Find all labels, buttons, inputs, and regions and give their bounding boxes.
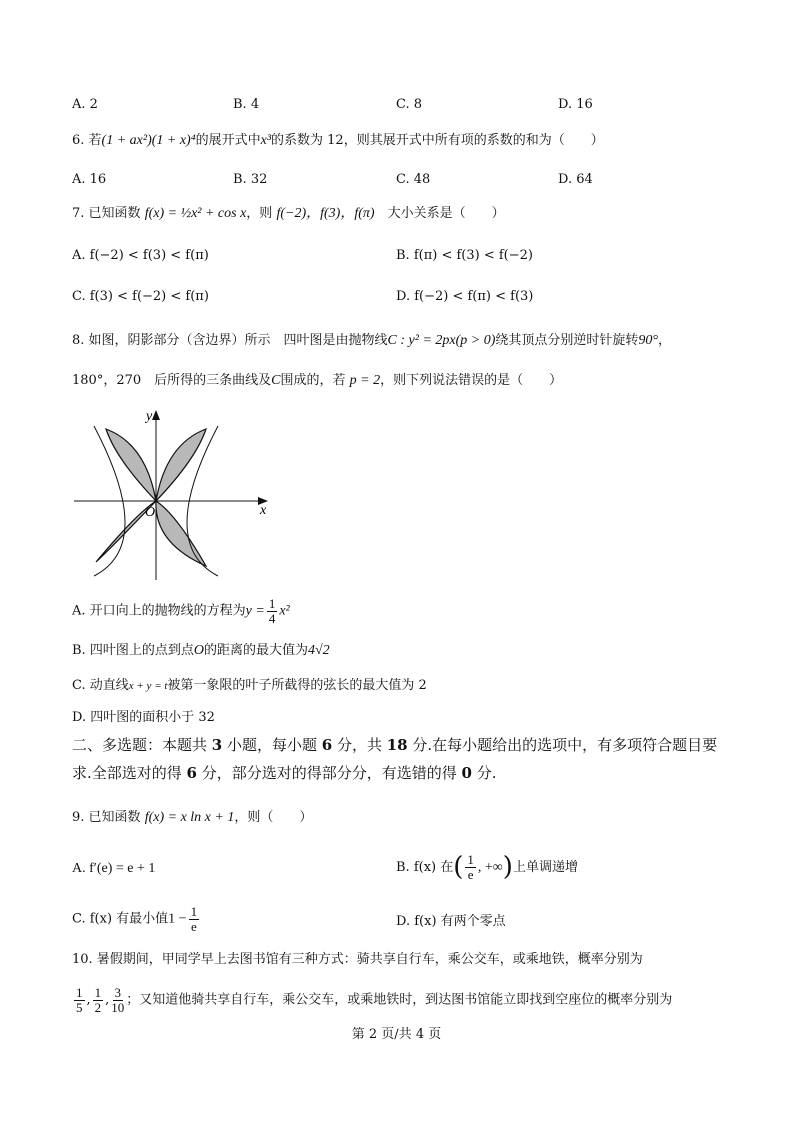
q7-stem: 7. 已知函数 f(x) = ½x² + cos x，则 f(−2)，f(3)，f(π) 大小关系是（ ） <box>72 206 505 221</box>
leaf-top-left <box>106 429 156 501</box>
q9-option-a: A. f′(e) = e + 1 <box>72 861 156 876</box>
page-footer: 第 2 页/共 4 页 <box>351 1027 442 1042</box>
q9-option-c: C. f(x) 有最小值1 − $\frac{1}{e}$ <box>72 904 198 934</box>
q6-option-c: C. 48 <box>396 172 431 187</box>
x-axis-label: x <box>260 503 267 518</box>
q6-option-a: A. 16 <box>72 172 107 187</box>
q8-stem-line2: 180°，270 后所得的三条曲线及C围成的，若 p = 2，则下列说法错误的是（ ） <box>72 373 563 388</box>
q8-option-d: D. 四叶图的面积小于 32 <box>72 710 215 725</box>
q6-options <box>72 172 732 190</box>
q7-option-d: D. f(−2) < f(π) < f(3) <box>396 289 534 304</box>
q5-option-a: A. 2 <box>72 97 98 112</box>
q10-fraction-1: $\frac{1}{5}$ <box>76 985 83 1015</box>
q5-option-c: C. 8 <box>396 97 423 112</box>
q9-option-d: D. f(x) 有两个零点 <box>396 914 506 929</box>
leaf-top-right <box>156 429 206 501</box>
q10-fraction-3: $\frac{3}{10}$ <box>111 985 125 1015</box>
q7-option-c: C. f(3) < f(−2) < f(π) <box>72 289 209 304</box>
q8-stem-line1: 8. 如图，阴影部分（含边界）所示 四叶图是由抛物线C : y² = 2px(p > 0)绕其顶点分别逆时针旋转90°， <box>72 333 672 348</box>
q8-option-b: B. 四叶图上的点到点O的距离的最大值为4√2 <box>72 643 330 658</box>
q5-option-d: D. 16 <box>558 97 593 112</box>
q9-option-b: B. f(x) 在( $\frac{1}{e}$ , +∞)上单调递增 <box>396 852 578 883</box>
q6-option-b: B. 32 <box>233 172 268 187</box>
q7-function: f(x) = ½x² + cos x <box>144 206 247 221</box>
q10-stem-line2: $\frac{1}{5}$ , $\frac{1}{2}$ , $\frac{3}{10}$ ；又知道他骑共享自行车，乘公交车，或乘地铁时，到达图书馆能立即找到空座位的概率分别为 <box>76 985 673 1015</box>
y-axis-arrow-icon <box>152 410 160 420</box>
q9-stem: 9. 已知函数 f(x) = x ln x + 1，则（ ） <box>72 810 313 825</box>
section-2-heading: 二、多选题：本题共 3 小题，每小题 6 分，共 18 分.在每小题给出的选项中，有多项符合题目要求.全部选对的得 6 分，部分选对的得部分分，有选错的得 0 分. <box>72 736 718 782</box>
q8-parabola: C : y² = 2px(p > 0) <box>387 333 496 348</box>
four-leaf-figure <box>66 404 276 584</box>
q10-stem-line1: 10. 暑假期间，甲同学早上去图书馆有三种方式：骑共享自行车，乘公交车，或乘地铁，概率分别为 <box>72 952 643 967</box>
q8-option-a: A. 开口向上的抛物线的方程为y = $\frac{1}{4}$ x² <box>72 596 290 626</box>
q8-a-fraction: $\frac{1}{4}$ <box>268 596 276 626</box>
origin-label: O <box>145 505 156 520</box>
q6-stem: 6. 若(1 + ax²)(1 + x)⁴的展开式中x³的系数为 12，则其展开式中所有项的系数的和为（ ） <box>72 133 604 148</box>
q6-option-d: D. 64 <box>558 172 593 187</box>
q6-term: x³ <box>260 133 272 148</box>
q7-option-a: A. f(−2) < f(3) < f(π) <box>72 248 209 263</box>
q6-expression: (1 + ax²)(1 + x)⁴ <box>101 133 196 148</box>
q8-p-value: p = 2 <box>349 373 381 388</box>
q7-option-b: B. f(π) < f(3) < f(−2) <box>396 248 533 263</box>
q10-fraction-2: $\frac{1}{2}$ <box>94 985 102 1015</box>
q5-option-b: B. 4 <box>233 97 260 112</box>
q8-option-c: C. 动直线x + y = t被第一象限的叶子所截得的弦长的最大值为 2 <box>72 678 427 693</box>
y-axis-label: y <box>146 409 153 424</box>
q9-function: f(x) = x ln x + 1 <box>144 810 235 825</box>
q5-options <box>72 97 732 115</box>
q7-values: f(−2)，f(3)，f(π) <box>276 206 375 221</box>
leaf-bottom-right <box>156 501 206 566</box>
